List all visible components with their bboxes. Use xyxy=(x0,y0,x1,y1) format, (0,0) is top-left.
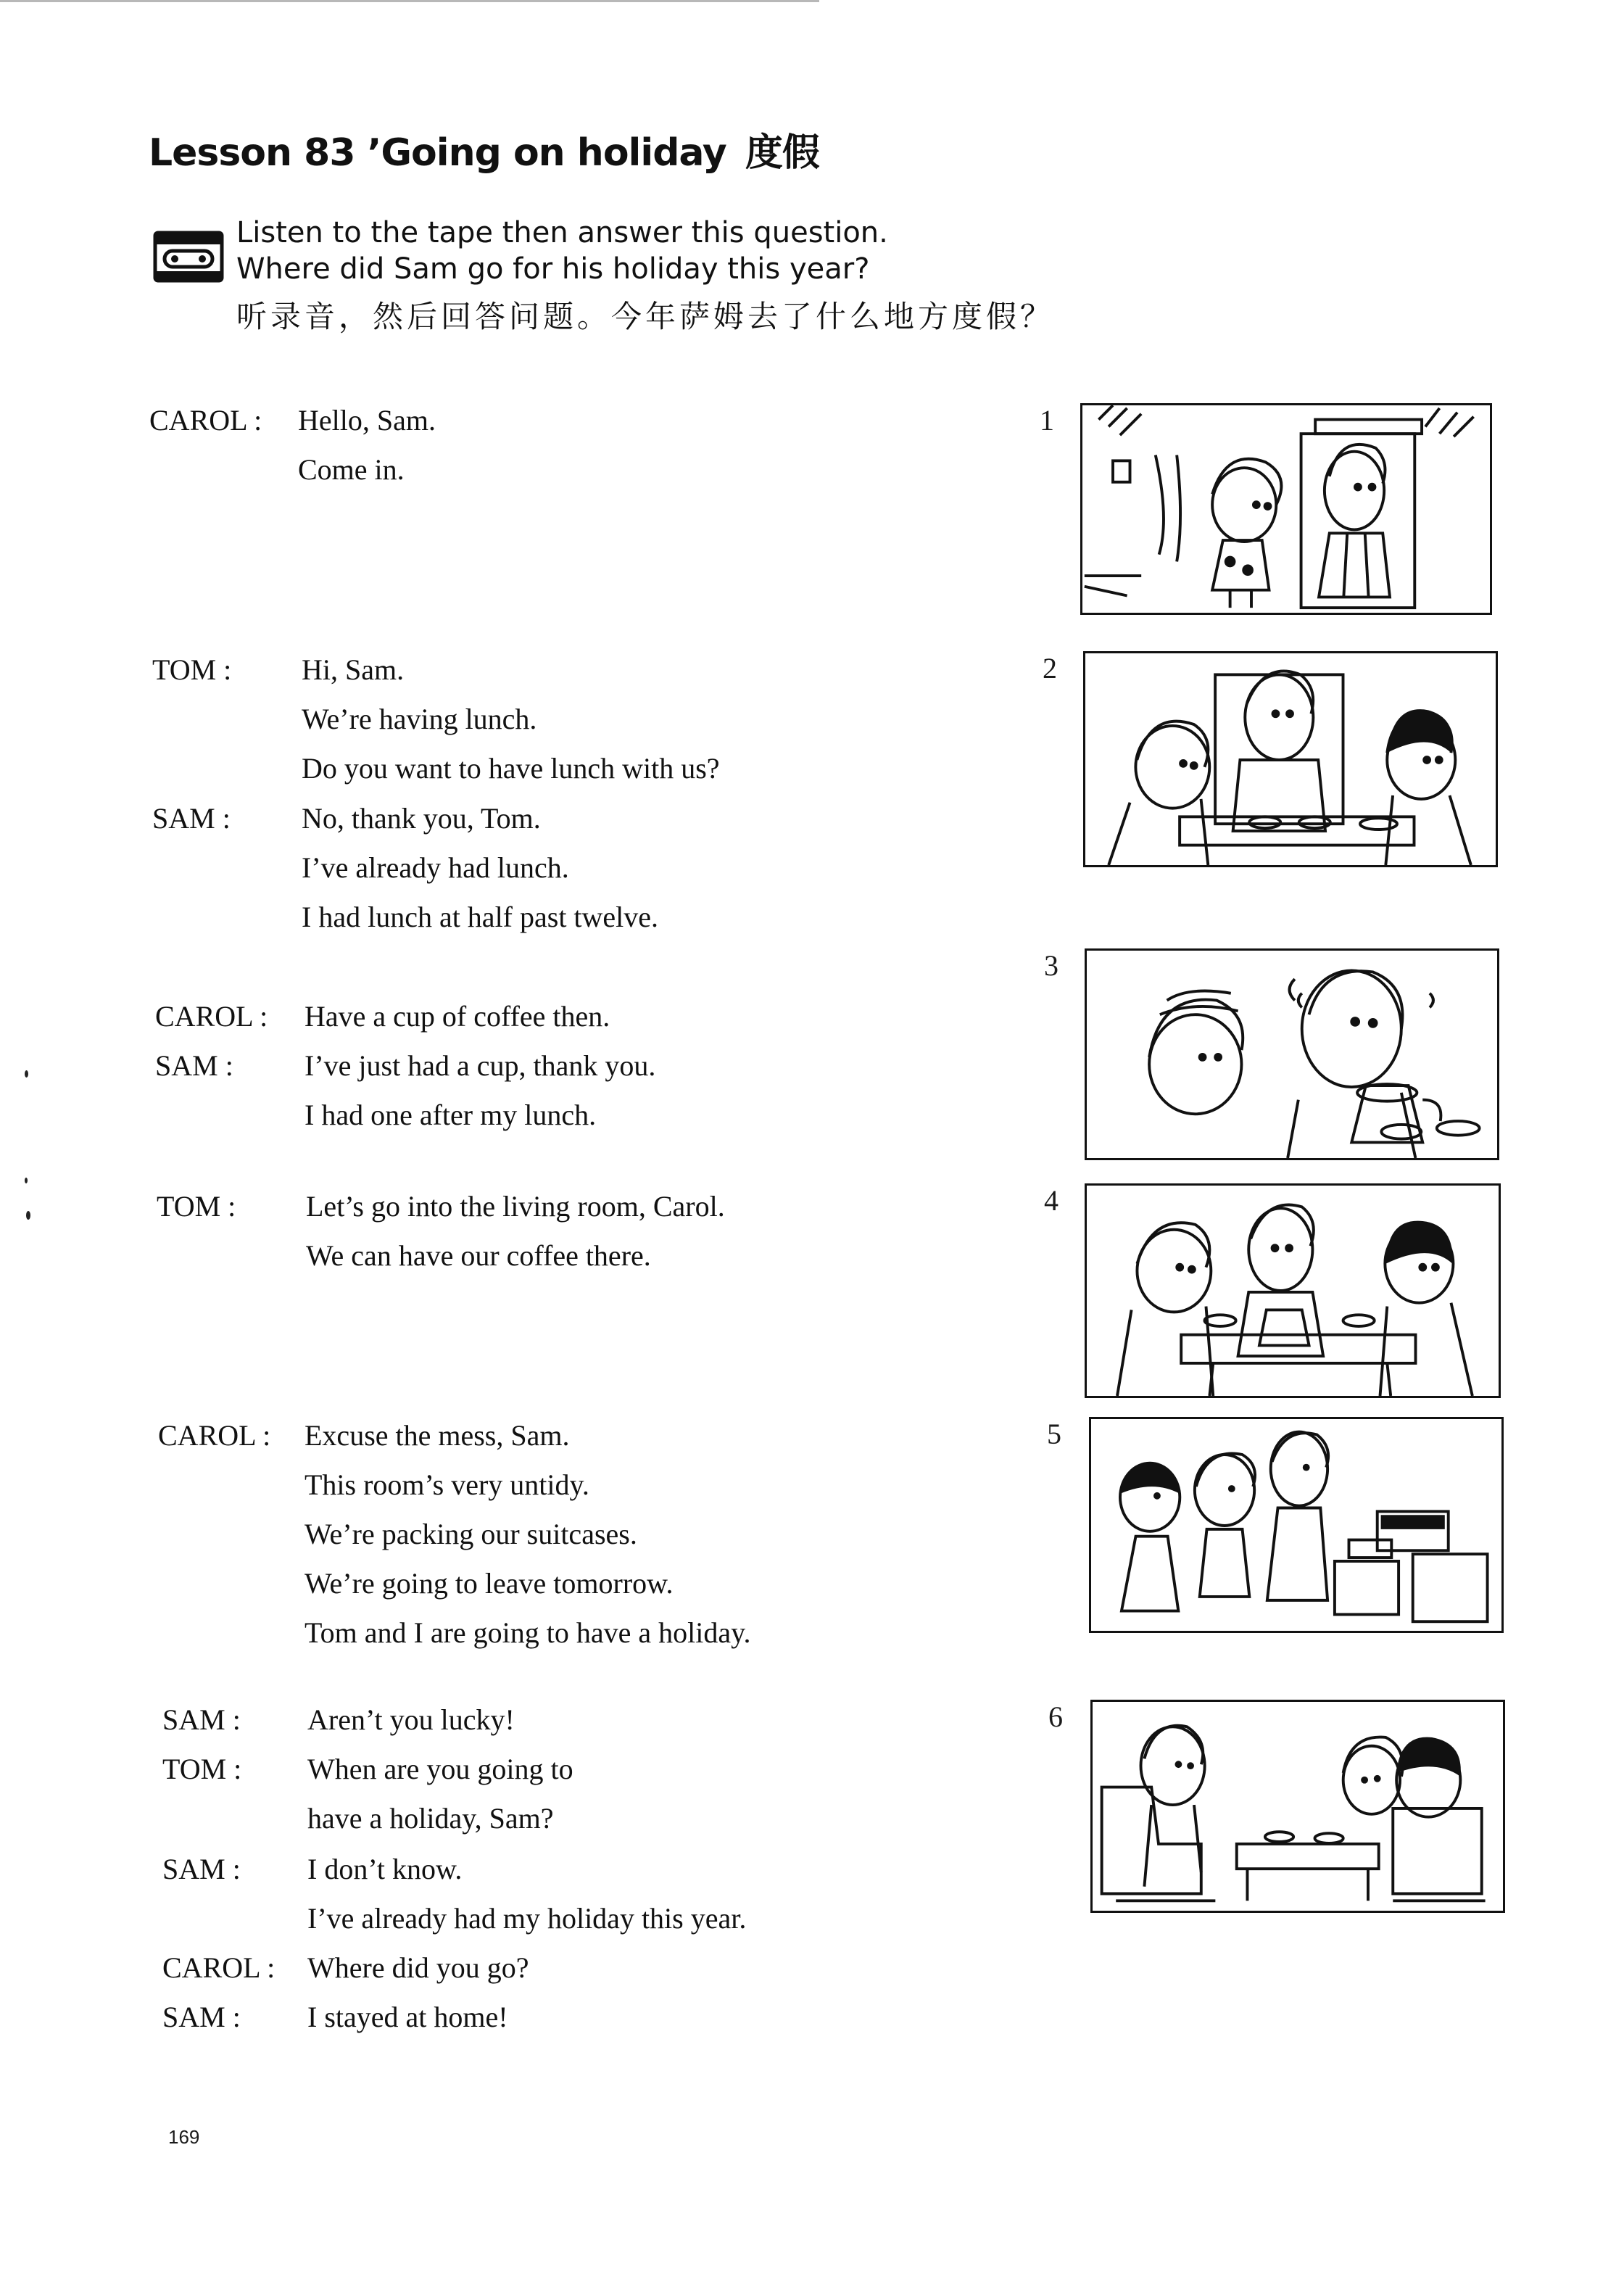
illustration-panel-5 xyxy=(1089,1417,1504,1633)
cartoon-living-room-coffee-image xyxy=(1087,1186,1499,1396)
dialogue-text: I’ve already had lunch. xyxy=(302,851,569,884)
dialogue-text: I’ve already had my holiday this year. xyxy=(307,1902,747,1935)
speaker-label: CAROL : xyxy=(155,1000,268,1033)
speaker-label: SAM : xyxy=(152,802,231,835)
listening-question xyxy=(236,215,888,287)
question-text: Where did Sam go for his holiday this year? xyxy=(236,252,870,286)
dialogue-text: Do you want to have lunch with us? xyxy=(302,752,720,785)
illustration-panel-3 xyxy=(1085,948,1499,1160)
dialogue-text: Hello, Sam. xyxy=(298,404,436,437)
dialogue-text: We’re packing our suitcases. xyxy=(304,1518,637,1550)
dialogue-text: We’re having lunch. xyxy=(302,703,537,735)
dialogue-text: This room’s very untidy. xyxy=(304,1468,589,1501)
panel-number: 6 xyxy=(1048,1700,1063,1733)
panel-number: 4 xyxy=(1044,1184,1058,1217)
page-number: 169 xyxy=(168,2126,200,2148)
speaker-label: SAM : xyxy=(162,1853,241,1885)
dialogue-text: We can have our coffee there. xyxy=(306,1239,651,1272)
speaker-label: SAM : xyxy=(155,1049,233,1082)
speaker-label: TOM : xyxy=(152,653,232,686)
speaker-label: TOM : xyxy=(162,1753,242,1785)
speaker-label: CAROL : xyxy=(162,1951,276,1984)
speaker-label: CAROL : xyxy=(149,404,262,437)
panel-number: 3 xyxy=(1044,949,1058,982)
dialogue-text: I had lunch at half past twelve. xyxy=(302,901,659,933)
lesson-title xyxy=(149,122,819,176)
dialogue-text: Aren’t you lucky! xyxy=(307,1703,515,1736)
illustration-panel-2 xyxy=(1083,651,1498,867)
lesson-title-zh: 度假 xyxy=(745,131,819,175)
scan-speck xyxy=(26,1211,30,1220)
illustration-panel-4 xyxy=(1085,1183,1501,1398)
dialogue-text: Tom and I are going to have a holiday. xyxy=(304,1616,751,1649)
lesson-title-text: Lesson 83 ’Going on holiday xyxy=(149,131,726,175)
dialogue-text: have a holiday, Sam? xyxy=(307,1802,554,1835)
dialogue-text: Come in. xyxy=(298,453,405,486)
dialogue-text: I stayed at home! xyxy=(307,2001,508,2033)
dialogue-text: I don’t know. xyxy=(307,1853,463,1885)
cartoon-packing-suitcases-image xyxy=(1091,1419,1501,1631)
speaker-label: SAM : xyxy=(162,2001,241,2033)
dialogue-text: Excuse the mess, Sam. xyxy=(304,1419,570,1452)
cartoon-coffee-offer-image xyxy=(1087,951,1497,1158)
speaker-label: TOM : xyxy=(157,1190,236,1223)
panel-number: 1 xyxy=(1040,404,1054,437)
dialogue-text: When are you going to xyxy=(307,1753,573,1785)
scan-speck xyxy=(25,1178,28,1183)
dialogue-text: No, thank you, Tom. xyxy=(302,802,541,835)
speaker-label: SAM : xyxy=(162,1703,241,1736)
cassette-tape-icon xyxy=(153,231,224,283)
scan-speck xyxy=(25,1070,28,1078)
dialogue-text: We’re going to leave tomorrow. xyxy=(304,1567,674,1600)
dialogue-text: I’ve just had a cup, thank you. xyxy=(304,1049,656,1082)
speaker-label: CAROL : xyxy=(158,1419,271,1452)
illustration-panel-1 xyxy=(1080,403,1492,615)
dialogue-text: I had one after my lunch. xyxy=(304,1099,597,1131)
panel-number: 2 xyxy=(1043,652,1057,685)
cartoon-lunch-table-image xyxy=(1085,653,1496,865)
dialogue-text: Hi, Sam. xyxy=(302,653,405,686)
cartoon-armchair-conversation-image xyxy=(1093,1702,1503,1911)
illustration-panel-6 xyxy=(1090,1700,1505,1913)
panel-number: 5 xyxy=(1047,1418,1061,1450)
dialogue-text: Let’s go into the living room, Carol. xyxy=(306,1190,725,1223)
dialogue-text: Where did you go? xyxy=(307,1951,529,1984)
top-rule xyxy=(0,0,819,2)
question-chinese: 听录音，然后回答问题。今年萨姆去了什么地方度假？ xyxy=(236,301,1055,334)
question-instruction: Listen to the tape then answer this question. xyxy=(236,216,888,249)
cartoon-doorway-greeting-image xyxy=(1082,405,1490,613)
dialogue-text: Have a cup of coffee then. xyxy=(304,1000,610,1033)
